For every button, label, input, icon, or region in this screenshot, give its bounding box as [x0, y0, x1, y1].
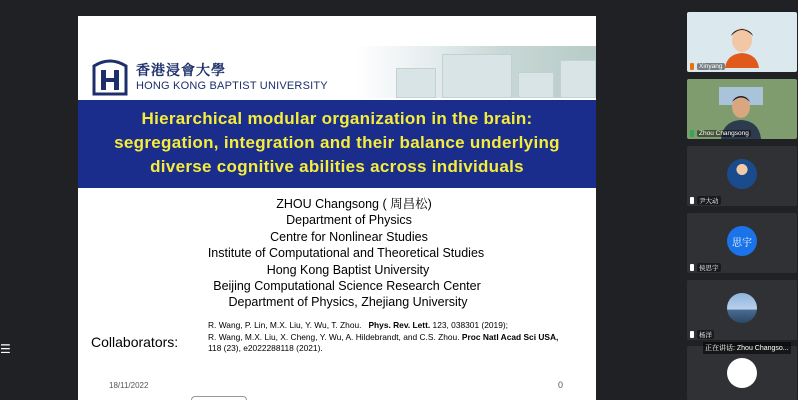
campus-photo: [356, 46, 596, 98]
title-line: segregation, integration and their balance underlying: [114, 133, 560, 152]
participant-name: Xinyang: [699, 62, 723, 70]
participant-tile[interactable]: [687, 346, 797, 400]
participant-avatar: [727, 293, 757, 323]
participant-name-tag: [689, 329, 714, 339]
slide-footer-shape: [191, 396, 247, 400]
presentation-slide: [78, 16, 596, 400]
participant-tile[interactable]: [687, 146, 797, 206]
references: [208, 320, 558, 355]
participant-avatar: 思宇: [727, 226, 757, 256]
mic-icon: [689, 130, 695, 137]
participant-name-tag: [689, 128, 751, 138]
affiliation: Department of Physics: [286, 213, 412, 228]
hkbu-logo-icon: [92, 56, 128, 96]
university-name-chinese: 香港浸會大學: [136, 63, 226, 79]
reference-item: [208, 320, 558, 332]
reference-details: 123, 038301 (2019);: [432, 320, 508, 330]
participant-name-tag: [689, 195, 721, 205]
reference-journal: Phys. Rev. Lett.: [368, 320, 431, 330]
participant-name: 侯思宇: [699, 264, 719, 272]
participant-name-tag: [689, 262, 721, 272]
author-name: ZHOU Changsong ( 周昌松): [276, 197, 432, 211]
participant-avatar: [727, 358, 757, 388]
participant-tile[interactable]: [687, 280, 797, 340]
slide-header: [78, 16, 596, 98]
reference-authors: R. Wang, M.X. Liu, X. Cheng, Y. Wu, A. Hildebrandt, and C.S. Zhou.: [208, 331, 460, 342]
slide-page-number: 0: [558, 380, 564, 390]
participant-name-tag: [689, 61, 725, 71]
slide-title: [78, 100, 596, 188]
participant-tile[interactable]: [687, 213, 797, 273]
affiliation: Department of Physics, Zhejiang University: [228, 295, 468, 310]
title-line: diverse cognitive abilities across individuals: [150, 157, 524, 176]
participant-tile[interactable]: [687, 12, 797, 72]
participant-avatar: [727, 159, 757, 189]
speaking-indicator: 正在讲话: Zhou Changso...: [703, 342, 791, 354]
reference-authors: R. Wang, P. Lin, M.X. Liu, Y. Wu, T. Zhou.: [208, 320, 362, 330]
participant-name: Zhou Changsong: [699, 129, 749, 137]
participant-name: 尹大动: [699, 197, 719, 205]
affiliation: Hong Kong Baptist University: [266, 262, 430, 277]
mic-icon: [689, 331, 695, 338]
reference-journal: Proc Natl Acad Sci USA,: [461, 331, 559, 342]
title-line: Hierarchical modular organization in the brain:: [141, 109, 533, 128]
affiliation: Institute of Computational and Theoretical Studies: [207, 246, 485, 261]
collaborators-label: Collaborators:: [91, 334, 179, 350]
menu-icon[interactable]: ☰: [0, 342, 11, 356]
mic-icon: [689, 197, 695, 204]
affiliation: Centre for Nonlinear Studies: [270, 229, 428, 244]
participant-video: [725, 26, 759, 68]
mic-icon: [689, 63, 695, 70]
participant-tile[interactable]: [687, 79, 797, 139]
university-name-english: HONG KONG BAPTIST UNIVERSITY: [136, 80, 328, 92]
author-block: [78, 196, 596, 311]
reference-continuation: 118 (23), e2022288118 (2021).: [208, 343, 323, 354]
reference-item: [208, 332, 558, 344]
mic-icon: [689, 264, 695, 271]
slide-date: 18/11/2022: [109, 381, 149, 390]
affiliation: Beijing Computational Science Research Center: [213, 279, 481, 294]
participant-name: 杨洋: [699, 331, 712, 339]
